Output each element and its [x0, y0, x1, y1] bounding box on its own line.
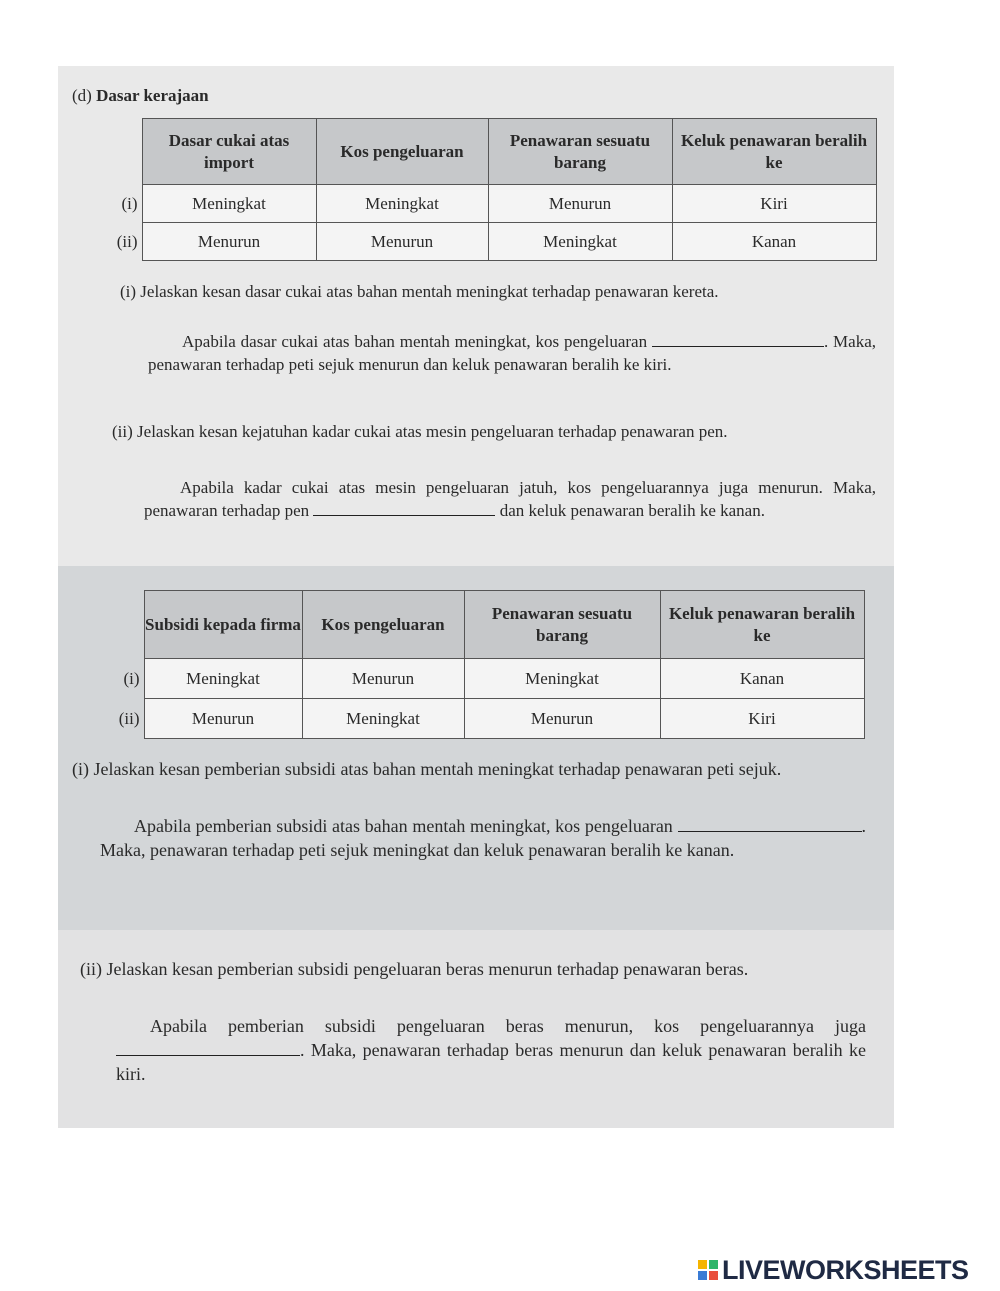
- table-row: [98, 699, 864, 739]
- logo-square: [698, 1260, 707, 1269]
- question-number: (i): [120, 282, 137, 301]
- table-cell: Kiri: [660, 699, 864, 739]
- section-label: (d): [72, 86, 92, 105]
- answer-blank-1[interactable]: [652, 330, 824, 347]
- row-label: (ii): [118, 708, 140, 728]
- table-cell: Meningkat: [316, 185, 488, 223]
- answer-text-start: Apabila pemberian subsidi atas bahan mentah meningkat, kos pengeluaran: [134, 816, 673, 836]
- table-cell: Kiri: [672, 185, 876, 223]
- table-cell: Kanan: [672, 223, 876, 261]
- logo-text: LIVEWORKSHEETS: [722, 1254, 969, 1285]
- question-number: (ii): [80, 959, 102, 979]
- answer-text-end: . Maka, penawaran terhadap beras menurun dan keluk penawaran beralih ke kiri.: [116, 1040, 866, 1084]
- answer-text-end: dan keluk penawaran beralih ke kanan.: [499, 501, 765, 520]
- logo-square: [698, 1271, 707, 1280]
- answer-4: [116, 1014, 866, 1086]
- table-cell: Menurun: [142, 223, 316, 261]
- table-header: Kos pengeluaran: [316, 119, 488, 185]
- table-cell: Menurun: [488, 185, 672, 223]
- worksheet-section-rice-subsidy: [58, 930, 894, 1128]
- question-number: (ii): [112, 422, 133, 441]
- table-header: Dasar cukai atas import: [142, 119, 316, 185]
- table-row: [98, 185, 876, 223]
- table-cell: Meningkat: [144, 659, 302, 699]
- section-title: Dasar kerajaan: [96, 86, 209, 105]
- answer-3: [100, 814, 866, 862]
- answer-text-start: Apabila kadar cukai atas mesin pengeluaran jatuh, kos pengeluarannya juga menurun. Maka, penawaran terhadap pen: [144, 478, 876, 520]
- question-text: Jelaskan kesan pemberian subsidi pengeluaran beras menurun terhadap penawaran beras.: [106, 959, 749, 979]
- answer-blank-4[interactable]: [116, 1039, 300, 1056]
- answer-blank-2[interactable]: [313, 499, 495, 516]
- table-cell: Meningkat: [142, 185, 316, 223]
- table-row: [98, 223, 876, 261]
- row-label: (i): [121, 193, 138, 213]
- table-header-row: [98, 119, 876, 185]
- worksheet-section-government-policy: [58, 66, 894, 566]
- question-text: Jelaskan kesan kejatuhan kadar cukai atas mesin pengeluaran terhadap penawaran pen.: [137, 422, 728, 441]
- table-cell: Menurun: [144, 699, 302, 739]
- table-header: Kos pengeluaran: [302, 591, 464, 659]
- table-cell: Meningkat: [488, 223, 672, 261]
- table-header: Keluk penawaran beralih ke: [672, 119, 876, 185]
- table-cell: Menurun: [302, 659, 464, 699]
- liveworksheets-logo: [698, 1254, 969, 1286]
- table-cell: Meningkat: [302, 699, 464, 739]
- logo-mark-icon: [698, 1260, 718, 1280]
- answer-text-start: Apabila pemberian subsidi pengeluaran beras menurun, kos pengeluarannya juga: [150, 1016, 866, 1036]
- worksheet-section-subsidy: [58, 566, 894, 930]
- tax-policy-table: [98, 118, 877, 261]
- row-label: (ii): [116, 231, 138, 251]
- row-label: (i): [123, 668, 140, 688]
- table-cell: Meningkat: [464, 659, 660, 699]
- table-header: Subsidi kepada firma: [144, 591, 302, 659]
- question-4: [80, 958, 866, 981]
- table-row: [98, 659, 864, 699]
- question-text: Jelaskan kesan dasar cukai atas bahan mentah meningkat terhadap penawaran kereta.: [140, 282, 719, 301]
- question-1: [120, 280, 876, 303]
- question-3: [72, 758, 866, 781]
- table-cell: Kanan: [660, 659, 864, 699]
- table-header: Penawaran sesuatu barang: [464, 591, 660, 659]
- table-cell: Menurun: [464, 699, 660, 739]
- subsidy-table: [98, 590, 865, 739]
- section-heading: [72, 86, 209, 106]
- answer-text-end: . Maka, penawaran terhadap peti sejuk meningkat dan keluk penawaran beralih ke kanan.: [100, 816, 866, 860]
- answer-2: [144, 476, 876, 522]
- table-header-row: [98, 591, 864, 659]
- table-corner: [98, 119, 142, 185]
- table-cell: Menurun: [316, 223, 488, 261]
- table-header: Penawaran sesuatu barang: [488, 119, 672, 185]
- question-2: [112, 420, 876, 443]
- answer-blank-3[interactable]: [678, 815, 862, 832]
- table-corner: [98, 591, 144, 659]
- question-number: (i): [72, 759, 89, 779]
- table-header: Keluk penawaran beralih ke: [660, 591, 864, 659]
- answer-1: [148, 330, 876, 376]
- logo-square: [709, 1271, 718, 1280]
- answer-text-start: Apabila dasar cukai atas bahan mentah meningkat, kos pengeluaran: [182, 332, 648, 351]
- answer-text-end: . Maka, penawaran terhadap peti sejuk menurun dan keluk penawaran beralih ke kiri.: [148, 332, 876, 374]
- question-text: Jelaskan kesan pemberian subsidi atas bahan mentah meningkat terhadap penawaran peti sejuk.: [93, 759, 782, 779]
- logo-square: [709, 1260, 718, 1269]
